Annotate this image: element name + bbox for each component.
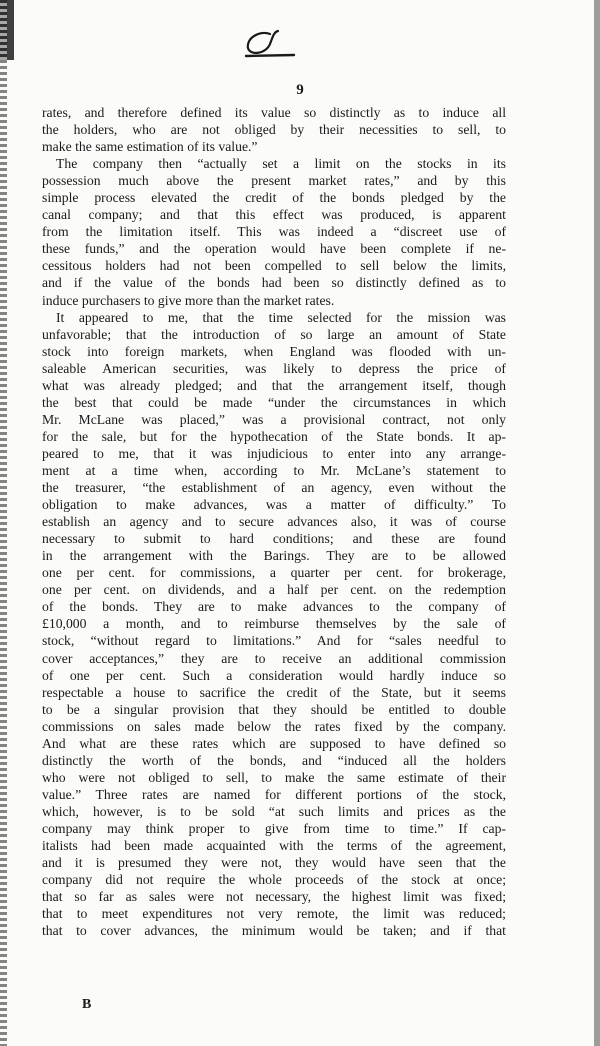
text-line: Mr. McLane was placed,” was a provisional contract, not only — [42, 411, 506, 427]
text-line: that to cover advances, the minimum would be taken; and if that — [42, 923, 506, 939]
text-line: cessitous holders had not been compelled to sell below the limits, — [42, 258, 506, 274]
text-line: italists had been made acquainted with the terms of the agreement, — [42, 838, 506, 854]
text-line: It appeared to me, that the time selected for the mission was — [56, 309, 506, 325]
text-line: company did not require the whole proceeds of the stock at once; — [42, 872, 506, 888]
text-line: and if the value of the bonds had been so distinctly defined as to — [42, 275, 506, 291]
text-line: of the bonds. They are to make advances to the company of — [42, 599, 506, 615]
text-line: cover acceptances,” they are to receive an additional commission — [42, 650, 506, 666]
body-text — [42, 104, 506, 939]
text-line: for the sale, but for the hypothecation of the State bonds. It ap- — [42, 428, 506, 444]
text-line: obligation to make advances, was a matter of difficulty.” To — [42, 497, 506, 513]
text-line: the best that could be made “under the circumstances in which — [42, 394, 506, 410]
text-line: to be a singular provision that they should be entitled to double — [42, 701, 506, 717]
text-line: one per cent. for commissions, a quarter per cent. for brokerage, — [42, 565, 506, 581]
text-line: rates, and therefore defined its value so distinctly as to induce all — [42, 105, 506, 120]
text-line: commissions on sales made below the rates fixed by the company. — [42, 718, 506, 734]
text-line: induce purchasers to give more than the market rates. — [42, 292, 335, 308]
text-line: simple process elevated the credit of the bonds pledged by the — [42, 190, 506, 206]
text-line: stock, “without regard to limitations.” And for “sales needful to — [42, 633, 506, 649]
handwritten-page-mark — [240, 28, 298, 60]
text-line: company may think proper to give from time to time.” If cap- — [42, 820, 506, 836]
text-line: £10,000 a month, and to reimburse themselves by the sale of — [42, 616, 506, 632]
text-line: possession much above the present market rates,” and by this — [42, 173, 506, 189]
text-line: canal company; and that this effect was produced, is apparent — [42, 207, 506, 223]
text-line: necessary to submit to hard conditions; and these are found — [42, 531, 506, 547]
text-line: what was already pledged; and that the arrangement itself, though — [42, 377, 506, 393]
text-line: peared to me, that it was injudicious to enter into any arrange- — [42, 445, 506, 461]
binding-edge — [0, 0, 7, 1046]
text-line: value.” Three rates are named for different portions of the stock, — [42, 786, 506, 802]
text-line: the holders, who are not obliged by their necessities to sell, to — [42, 122, 506, 138]
text-line: which, however, is to be sold “at such limits and prices as the — [42, 803, 506, 819]
text-line: these funds,” and the operation would have been complete if ne- — [42, 241, 506, 257]
text-line: ment at a time when, according to Mr. McLane’s statement to — [42, 462, 506, 478]
text-line: stock into foreign markets, when England was flooded with un- — [42, 343, 506, 359]
scan-edge-right — [594, 0, 600, 1046]
text-line: that to meet expenditures not very remote, the limit was reduced; — [42, 906, 506, 922]
text-line: make the same estimation of its value.” — [42, 139, 258, 155]
page-number: 9 — [296, 82, 304, 98]
text-line: establish an agency and to secure advances also, it was of course — [42, 514, 506, 530]
text-line: from the limitation itself. This was indeed a “discreet use of — [42, 224, 506, 240]
text-line: The company then “actually set a limit on the stocks in its — [56, 156, 506, 172]
text-line: that so far as sales were not necessary, the highest limit was fixed; — [42, 889, 506, 905]
signature-mark: B — [82, 997, 92, 1012]
text-line: of one per cent. Such a consideration would hardly induce so — [42, 667, 506, 683]
text-line: And what are these rates which are supposed to have defined so — [42, 735, 506, 751]
text-line: and it is presumed they were not, they would have seen that the — [42, 855, 506, 871]
text-line: unfavorable; that the introduction of so large an amount of State — [42, 326, 506, 342]
text-line: respectable a house to sacrifice the credit of the State, but it seems — [42, 684, 506, 700]
text-line: distinctly the worth of the bonds, and “induced all the holders — [42, 752, 506, 768]
text-line: who were not obliged to sell, to make the same estimate of their — [42, 769, 506, 785]
text-line: saleable American securities, was likely to depress the price of — [42, 360, 506, 376]
text-line: in the arrangement with the Barings. They are to be allowed — [42, 548, 506, 564]
text-line: one per cent. on dividends, and a half per cent. on the redemption — [42, 582, 506, 598]
text-line: the treasurer, “the establishment of an agency, even without the — [42, 480, 506, 496]
